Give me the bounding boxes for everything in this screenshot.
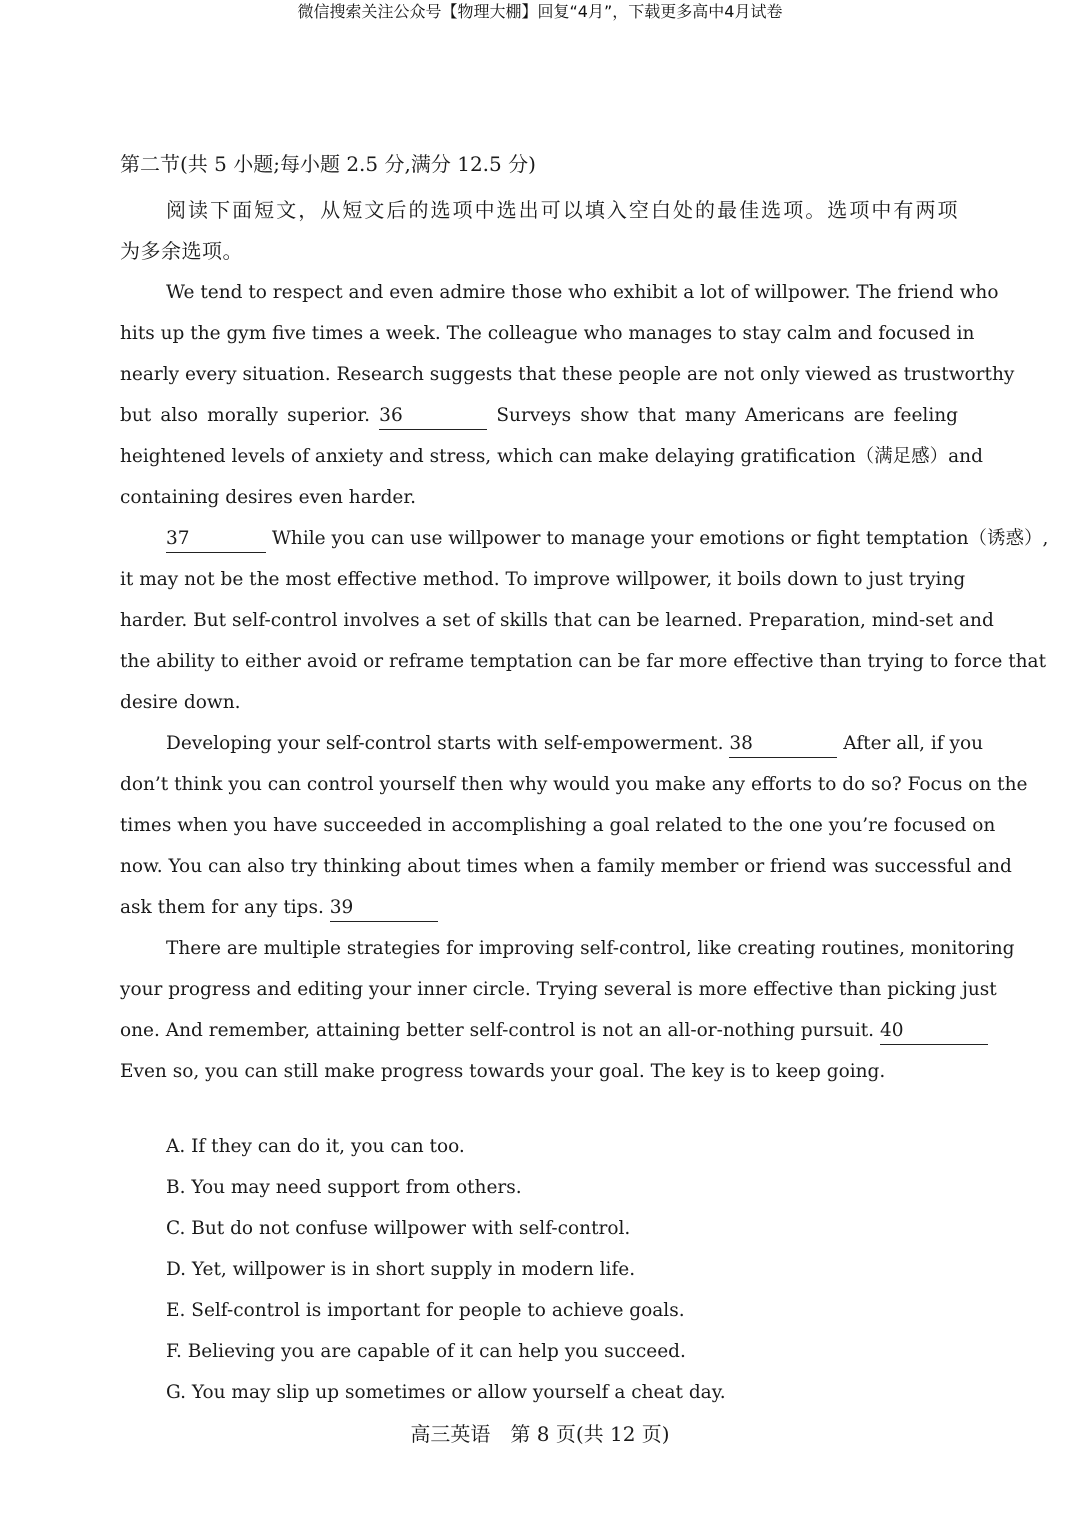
option-a: A. If they can do it, you can too.: [166, 1136, 465, 1157]
option-b: B. You may need support from others.: [166, 1177, 522, 1198]
passage-line: [120, 723, 984, 764]
footer-subject: 高三英语: [410, 1422, 491, 1446]
footer-page-number: 第 8 页(共 12 页): [510, 1422, 670, 1446]
passage-text: ask them for any tips.: [120, 897, 324, 918]
passage-line: your progress and editing your inner circle. Trying several is more effective than picking just: [120, 979, 997, 1000]
passage-line: [120, 1010, 958, 1051]
passage-line: don’t think you can control yourself then why would you make any efforts to do so? Focus on the: [120, 774, 1028, 795]
passage-text: After all, if you: [843, 733, 984, 754]
passage-text: Surveys show that many Americans are feeling: [496, 405, 958, 426]
passage-line: hits up the gym five times a week. The colleague who manages to stay calm and focused in: [120, 323, 975, 344]
passage-line: containing desires even harder.: [120, 487, 417, 508]
passage-line: [120, 887, 958, 928]
passage-line: Even so, you can still make progress towards your goal. The key is to keep going.: [120, 1061, 886, 1082]
passage-line: We tend to respect and even admire those who exhibit a lot of willpower. The friend who: [166, 282, 999, 303]
passage-line: [120, 395, 958, 436]
passage-line: the ability to either avoid or reframe temptation can be far more effective than trying to force that: [120, 651, 1047, 672]
passage-line: harder. But self-control involves a set of skills that can be learned. Preparation, mind-set and: [120, 610, 994, 631]
instruction-line: 阅读下面短文，从短文后的选项中选出可以填入空白处的最佳选项。选项中有两项: [166, 198, 958, 222]
passage-text: but also morally superior.: [120, 405, 370, 426]
instruction-line: 为多余选项。: [120, 239, 243, 263]
passage-line: desire down.: [120, 692, 241, 713]
blank-38: 38: [729, 733, 837, 758]
blank-39: 39: [330, 897, 438, 922]
promo-banner: 微信搜索关注公众号【物理大棚】回复“4月”，下载更多高中4月试卷: [297, 2, 783, 21]
passage-line: now. You can also try thinking about times when a family member or friend was successful and: [120, 856, 1012, 877]
passage-text: While you can use willpower to manage your emotions or fight temptation（诱惑）,: [271, 528, 1049, 549]
passage-text: one. And remember, attaining better self-control is not an all-or-nothing pursuit.: [120, 1020, 875, 1041]
blank-36: 36: [379, 405, 487, 430]
page-footer: [0, 1418, 1080, 1450]
option-d: D. Yet, willpower is in short supply in modern life.: [166, 1259, 636, 1280]
passage-line: [120, 518, 1049, 559]
passage-line: heightened levels of anxiety and stress, which can make delaying gratification（满足感）and: [120, 446, 983, 467]
section-title: 第二节(共 5 小题;每小题 2.5 分,满分 12.5 分): [120, 152, 536, 176]
passage-text: Developing your self-control starts with self-empowerment.: [166, 733, 724, 754]
option-e: E. Self-control is important for people to achieve goals.: [166, 1300, 685, 1321]
passage-line: There are multiple strategies for improving self-control, like creating routines, monitoring: [166, 938, 1015, 959]
blank-40: 40: [880, 1020, 988, 1045]
option-f: F. Believing you are capable of it can help you succeed.: [166, 1341, 686, 1362]
passage-line: it may not be the most effective method. To improve willpower, it boils down to just trying: [120, 569, 966, 590]
passage-line: times when you have succeeded in accomplishing a goal related to the one you’re focused on: [120, 815, 996, 836]
option-g: G. You may slip up sometimes or allow yourself a cheat day.: [166, 1382, 726, 1403]
reading-section: [120, 148, 1049, 1092]
blank-37: 37: [166, 528, 266, 553]
option-c: C. But do not confuse willpower with self-control.: [166, 1218, 631, 1239]
answer-options: [166, 1126, 956, 1413]
passage-line: nearly every situation. Research suggests that these people are not only viewed as trustworthy: [120, 364, 1015, 385]
